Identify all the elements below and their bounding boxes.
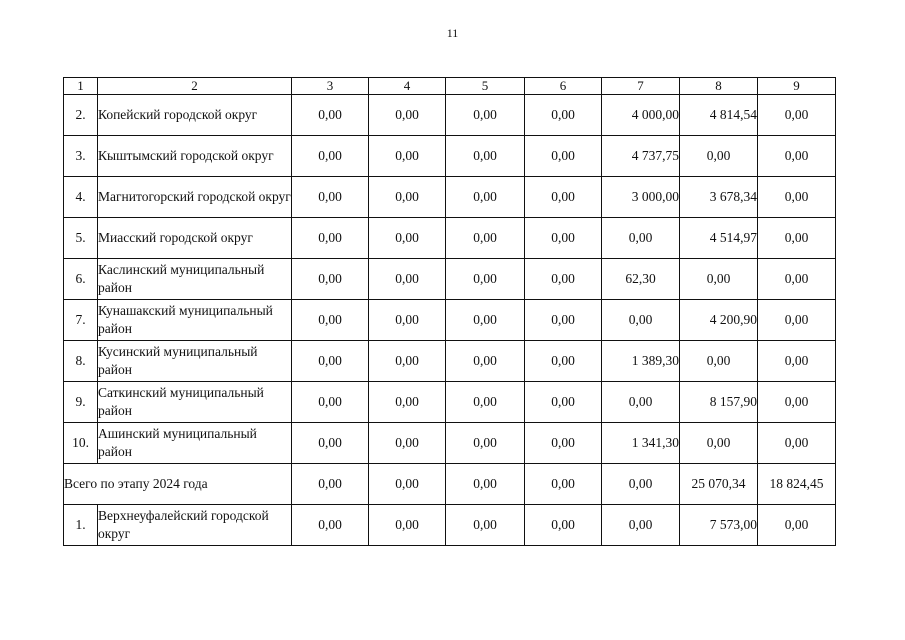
col-header: 3 [292,78,369,95]
value-cell: 0,00 [602,300,680,341]
value-cell: 3 000,00 [602,177,680,218]
page-number: 11 [446,26,459,40]
value-cell: 1 341,30 [602,423,680,464]
value-cell: 0,00 [446,423,525,464]
row-number: 7. [64,300,98,341]
header-row [64,78,836,95]
data-table [63,77,836,546]
value-cell: 0,00 [446,136,525,177]
value-cell: 0,00 [369,136,446,177]
value-cell: 0,00 [446,177,525,218]
value-cell: 0,00 [369,300,446,341]
col-header: 1 [64,78,98,95]
col-header: 2 [98,78,292,95]
col-header: 5 [446,78,525,95]
value-cell: 0,00 [292,341,369,382]
col-header: 4 [369,78,446,95]
col-header: 9 [758,78,836,95]
total-value-cell: 25 070,34 [680,464,758,505]
table-row [64,136,836,177]
value-cell: 0,00 [369,423,446,464]
value-cell: 0,00 [680,341,758,382]
total-value-cell: 0,00 [369,464,446,505]
value-cell: 0,00 [369,259,446,300]
value-cell: 0,00 [292,259,369,300]
total-value-cell: 0,00 [446,464,525,505]
row-number: 4. [64,177,98,218]
municipality-name: Миасский городской округ [98,218,292,259]
row-number: 1. [64,505,98,546]
value-cell: 7 573,00 [680,505,758,546]
value-cell: 0,00 [758,136,836,177]
value-cell: 0,00 [446,341,525,382]
municipality-name: Магнитогорский городской округ [98,177,292,218]
total-value-cell: 18 824,45 [758,464,836,505]
value-cell: 0,00 [446,382,525,423]
municipality-name: Ашинский муниципальный район [98,423,292,464]
table-row [64,218,836,259]
value-cell: 1 389,30 [602,341,680,382]
total-value-cell: 0,00 [602,464,680,505]
value-cell: 0,00 [758,423,836,464]
value-cell: 0,00 [602,382,680,423]
row-number: 8. [64,341,98,382]
value-cell: 0,00 [369,218,446,259]
value-cell: 4 814,54 [680,95,758,136]
value-cell: 0,00 [525,300,602,341]
value-cell: 0,00 [525,177,602,218]
table-row [64,259,836,300]
table-row [64,423,836,464]
municipality-name: Кунашакский муниципальный район [98,300,292,341]
table-row [64,505,836,546]
table-row [64,95,836,136]
value-cell: 0,00 [446,95,525,136]
value-cell: 4 737,75 [602,136,680,177]
value-cell: 0,00 [292,95,369,136]
value-cell: 0,00 [292,218,369,259]
value-cell: 0,00 [758,300,836,341]
row-number: 2. [64,95,98,136]
value-cell: 0,00 [369,505,446,546]
value-cell: 0,00 [369,341,446,382]
value-cell: 0,00 [369,177,446,218]
value-cell: 0,00 [525,505,602,546]
row-number: 6. [64,259,98,300]
value-cell: 0,00 [446,218,525,259]
row-number: 9. [64,382,98,423]
municipality-name: Кыштымский городской округ [98,136,292,177]
row-number: 3. [64,136,98,177]
value-cell: 0,00 [680,259,758,300]
value-cell: 3 678,34 [680,177,758,218]
municipality-name: Копейский городской округ [98,95,292,136]
value-cell: 0,00 [758,177,836,218]
table-row [64,300,836,341]
municipality-name: Кусинский муниципальный район [98,341,292,382]
value-cell: 4 200,90 [680,300,758,341]
value-cell: 4 514,97 [680,218,758,259]
value-cell: 0,00 [525,95,602,136]
row-number: 10. [64,423,98,464]
value-cell: 62,30 [602,259,680,300]
value-cell: 0,00 [758,218,836,259]
value-cell: 0,00 [680,136,758,177]
value-cell: 0,00 [680,423,758,464]
value-cell: 0,00 [369,382,446,423]
value-cell: 0,00 [602,218,680,259]
total-row [64,464,836,505]
value-cell: 8 157,90 [680,382,758,423]
value-cell: 0,00 [292,505,369,546]
value-cell: 0,00 [525,382,602,423]
row-number: 5. [64,218,98,259]
total-value-cell: 0,00 [292,464,369,505]
value-cell: 0,00 [758,382,836,423]
value-cell: 0,00 [292,300,369,341]
value-cell: 0,00 [446,505,525,546]
municipality-name: Верхнеуфалейский городской округ [98,505,292,546]
municipality-name: Каслинский муниципальный район [98,259,292,300]
col-header: 8 [680,78,758,95]
value-cell: 0,00 [758,505,836,546]
value-cell: 0,00 [525,259,602,300]
col-header: 6 [525,78,602,95]
total-value-cell: 0,00 [525,464,602,505]
value-cell: 0,00 [292,382,369,423]
value-cell: 0,00 [525,341,602,382]
value-cell: 0,00 [758,259,836,300]
value-cell: 0,00 [446,259,525,300]
col-header: 7 [602,78,680,95]
value-cell: 0,00 [758,341,836,382]
value-cell: 0,00 [292,136,369,177]
value-cell: 0,00 [369,95,446,136]
value-cell: 0,00 [292,423,369,464]
total-label: Всего по этапу 2024 года [64,464,292,505]
value-cell: 4 000,00 [602,95,680,136]
value-cell: 0,00 [758,95,836,136]
table-row [64,177,836,218]
value-cell: 0,00 [602,505,680,546]
municipality-name: Саткинский муниципальный район [98,382,292,423]
value-cell: 0,00 [292,177,369,218]
value-cell: 0,00 [525,423,602,464]
value-cell: 0,00 [446,300,525,341]
table-row [64,341,836,382]
table-row [64,382,836,423]
value-cell: 0,00 [525,218,602,259]
value-cell: 0,00 [525,136,602,177]
